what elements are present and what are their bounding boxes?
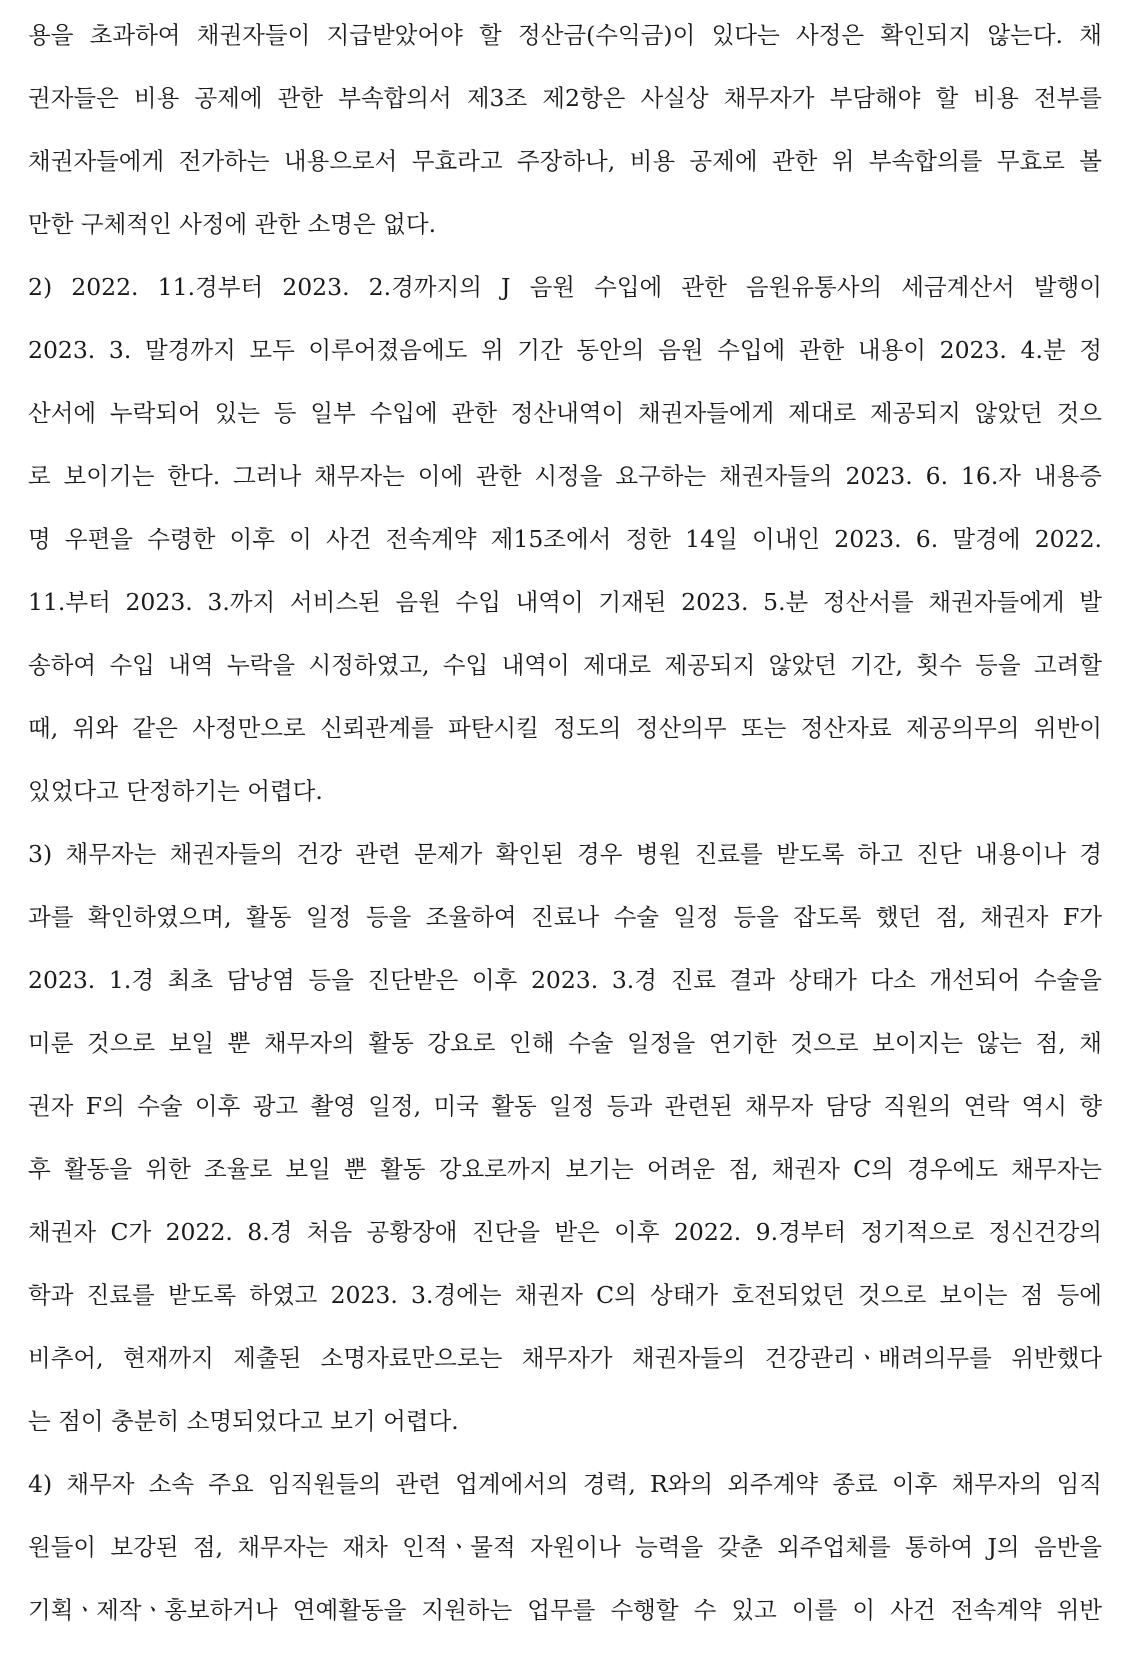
text-line: 비추어, 현재까지 제출된 소명자료만으로는 채무자가 채권자들의 건강관리ㆍ배려의무를 위반했다 bbox=[28, 1344, 1102, 1372]
text-line: 4) 채무자 소속 주요 임직원들의 관련 업계에서의 경력, R와의 외주계약 종료 이후 채무자의 임직 bbox=[28, 1470, 1102, 1498]
text-line: 산서에 누락되어 있는 등 일부 수입에 관한 정산내역이 채권자들에게 제대로 제공되지 않았던 것으 bbox=[28, 399, 1102, 427]
text-line: 원들이 보강된 점, 채무자는 재차 인적ㆍ물적 자원이나 능력을 갖춘 외주업체를 통하여 J의 음반을 bbox=[28, 1533, 1102, 1561]
text-line: 2023. 3. 말경까지 모두 이루어졌음에도 위 기간 동안의 음원 수입에 관한 내용이 2023. 4.분 정 bbox=[28, 336, 1102, 364]
text-line: 2023. 1.경 최초 담낭염 등을 진단받은 이후 2023. 3.경 진료 결과 상태가 다소 개선되어 수술을 bbox=[28, 966, 1102, 994]
text-line: 는 점이 충분히 소명되었다고 보기 어렵다. bbox=[28, 1407, 459, 1435]
text-line: 채권자들에게 전가하는 내용으로서 무효라고 주장하나, 비용 공제에 관한 위 부속합의를 무효로 볼 bbox=[28, 147, 1102, 175]
text-line: 11.부터 2023. 3.까지 서비스된 음원 수입 내역이 기재된 2023. 5.분 정산서를 채권자들에게 발 bbox=[28, 588, 1102, 616]
text-line: 권자 F의 수술 이후 광고 촬영 일정, 미국 활동 일정 등과 관련된 채무자 담당 직원의 연락 역시 향 bbox=[28, 1092, 1102, 1120]
text-line: 만한 구체적인 사정에 관한 소명은 없다. bbox=[28, 210, 437, 238]
text-line: 과를 확인하였으며, 활동 일정 등을 조율하여 진료나 수술 일정 등을 잡도록 했던 점, 채권자 F가 bbox=[28, 903, 1102, 931]
text-line: 채권자 C가 2022. 8.경 처음 공황장애 진단을 받은 이후 2022. 9.경부터 정기적으로 정신건강의 bbox=[28, 1218, 1102, 1246]
text-line: 3) 채무자는 채권자들의 건강 관련 문제가 확인된 경우 병원 진료를 받도록 하고 진단 내용이나 경 bbox=[28, 840, 1102, 868]
text-line: 학과 진료를 받도록 하였고 2023. 3.경에는 채권자 C의 상태가 호전되었던 것으로 보이는 점 등에 bbox=[28, 1281, 1102, 1309]
text-line: 있었다고 단정하기는 어렵다. bbox=[28, 777, 323, 805]
text-line: 송하여 수입 내역 누락을 시정하였고, 수입 내역이 제대로 제공되지 않았던 기간, 횟수 등을 고려할 bbox=[28, 651, 1102, 679]
text-line: 기획ㆍ제작ㆍ홍보하거나 연예활동을 지원하는 업무를 수행할 수 있고 이를 이 사건 전속계약 위반 bbox=[28, 1596, 1102, 1624]
text-line: 2) 2022. 11.경부터 2023. 2.경까지의 J 음원 수입에 관한 음원유통사의 세금계산서 발행이 bbox=[28, 273, 1102, 301]
text-line: 미룬 것으로 보일 뿐 채무자의 활동 강요로 인해 수술 일정을 연기한 것으로 보이지는 않는 점, 채 bbox=[28, 1029, 1102, 1057]
text-line: 로 보이기는 한다. 그러나 채무자는 이에 관한 시정을 요구하는 채권자들의 2023. 6. 16.자 내용증 bbox=[28, 462, 1102, 490]
text-line: 용을 초과하여 채권자들이 지급받았어야 할 정산금(수익금)이 있다는 사정은 확인되지 않는다. 채 bbox=[28, 21, 1102, 49]
text-line: 명 우편을 수령한 이후 이 사건 전속계약 제15조에서 정한 14일 이내인 2023. 6. 말경에 2022. bbox=[28, 525, 1102, 553]
text-line: 후 활동을 위한 조율로 보일 뿐 활동 강요로까지 보기는 어려운 점, 채권자 C의 경우에도 채무자는 bbox=[28, 1155, 1102, 1183]
text-line: 때, 위와 같은 사정만으로 신뢰관계를 파탄시킬 정도의 정산의무 또는 정산자료 제공의무의 위반이 bbox=[28, 714, 1102, 742]
text-line: 권자들은 비용 공제에 관한 부속합의서 제3조 제2항은 사실상 채무자가 부담해야 할 비용 전부를 bbox=[28, 84, 1102, 112]
